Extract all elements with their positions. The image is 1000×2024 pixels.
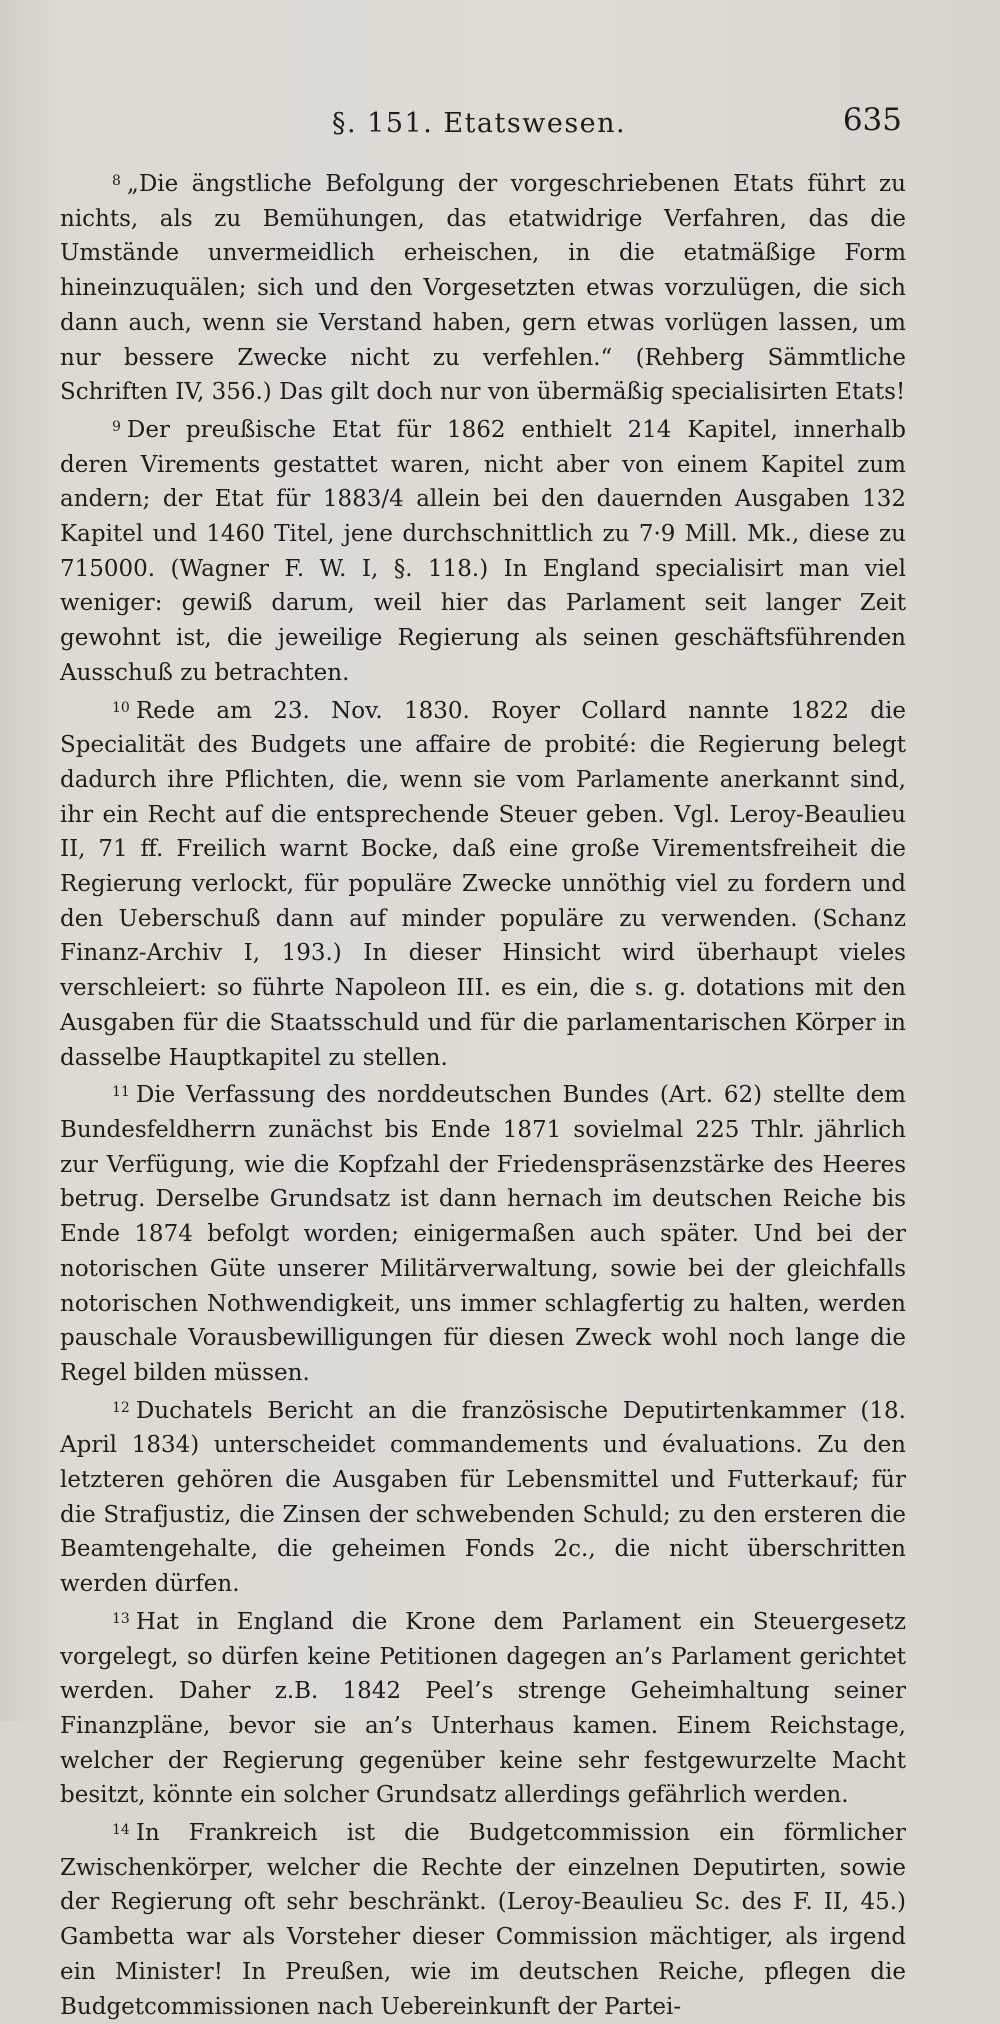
page-number: 635: [842, 102, 902, 138]
footnote-text: Der preußische Etat für 1862 enthielt 214 Kapitel, innerhalb deren Virements gestattet waren, nicht aber von einem Kapitel zum andern; der Etat für 1883/4 allein bei den dauernden Ausgaben 132 Kapitel und 1460 Titel, jene durchschnittlich zu 7·9 Mill. Mk., diese zu 715000. (Wagner F. W. I, §. 118.) In England specialisirt man viel weniger: gewiß darum, weil hier das Parlament seit langer Zeit gewohnt ist, die jeweilige Regierung als seinen geschäftsführenden Ausschuß zu betrachten.: [60, 416, 906, 686]
footnote-12: [60, 1391, 906, 1602]
footnote-text: Hat in England die Krone dem Parlament ein Steuergesetz vorgelegt, so dürfen keine Petitionen dagegen an’s Parlament gerichtet werden. Daher z.B. 1842 Peel’s strenge Geheimhaltung seiner Finanzpläne, bevor sie an’s Unterhaus kamen. Einem Reichstage, welcher der Regierung gegenüber keine sehr festgewurzelte Macht besitzt, könnte ein solcher Grundsatz allerdings gefährlich werden.: [60, 1608, 906, 1809]
footnote-text: „Die ängstliche Befolgung der vorgeschriebenen Etats führt zu nichts, als zu Bemühungen, das etatwidrige Verfahren, das die Umstände unvermeidlich erheischen, in die etatmäßige Form hineinzuquälen; sich und den Vorgesetzten etwas vorzulügen, die sich dann auch, wenn sie Verstand haben, gern etwas vorlügen lassen, um nur bessere Zwecke nicht zu verfehlen.“ (Rehberg Sämmtliche Schriften IV, 356.) Das gilt doch nur von übermäßig specialisirten Etats!: [60, 171, 906, 406]
section-title: §. 151. Etatswesen.: [332, 108, 627, 139]
footnote-number: 11: [112, 1084, 130, 1101]
footnote-number: 14: [112, 1822, 130, 1839]
footnote-number: 9: [112, 418, 121, 435]
page-header: [60, 102, 904, 148]
footnotes: [60, 164, 906, 2024]
footnote-number: 12: [112, 1399, 130, 1416]
footnote-text: In Frankreich ist die Budgetcommission ein förmlicher Zwischenkörper, welcher die Rechte der einzelnen Deputirten, sowie der Regierung oft sehr beschränkt. (Leroy-Beaulieu Sc. des F. II, 45.) Gambetta war als Vorsteher dieser Commission mächtiger, als irgend ein Minister! In Preußen, wie im deutschen Reiche, pflegen die Budgetcommissionen nach Uebereinkunft der Partei-: [60, 1820, 906, 2020]
footnote-text: Duchatels Bericht an die französische Deputirtenkammer (18. April 1834) unterscheidet commandements und évaluations. Zu den letzteren gehören die Ausgaben für Lebensmittel und Futterkauf; für die Strafjustiz, die Zinsen der schwebenden Schuld; zu den ersteren die Beamtengehalte, die geheimen Fonds 2c., die nicht überschritten werden dürfen.: [60, 1397, 906, 1598]
footnote-10: [60, 691, 906, 1076]
footnote-text: Rede am 23. Nov. 1830. Royer Collard nannte 1822 die Specialität des Budgets une affaire de probité: die Regierung belegt dadurch ihre Pflichten, die, wenn sie vom Parlamente anerkannt sind, ihr ein Recht auf die entsprechende Steuer geben. Vgl. Leroy-Beaulieu II, 71 ff. Freilich warnt Bocke, daß eine große Virementsfreiheit die Regierung verlockt, für populäre Zwecke unnöthig viel zu fordern und den Ueberschuß dann auf minder populäre zu verwenden. (Schanz Finanz-Archiv I, 193.) In dieser Hinsicht wird überhaupt vieles verschleiert: so führte Napoleon III. es ein, die s. g. dotations mit den Ausgaben für die Staatsschuld und für die parlamentarischen Körper in dasselbe Hauptkapitel zu stellen.: [60, 697, 906, 1071]
footnote-14: [60, 1813, 906, 2024]
footnote-8: [60, 164, 906, 410]
footnote-number: 13: [112, 1610, 130, 1627]
footnote-text: Die Verfassung des norddeutschen Bundes (Art. 62) stellte dem Bundesfeldherrn zunächst bis Ende 1871 sovielmal 225 Thlr. jährlich zur Verfügung, wie die Kopfzahl der Friedenspräsenzstärke des Heeres betrug. Derselbe Grundsatz ist dann hernach im deutschen Reiche bis Ende 1874 befolgt worden; einigermaßen auch später. Und bei der notorischen Güte unserer Militärverwaltung, sowie bei der gleichfalls notorischen Nothwendigkeit, uns immer schlagfertig zu halten, werden pauschale Vorausbewilligungen für diesen Zweck wohl noch lange die Regel bilden müssen.: [60, 1082, 906, 1386]
footnote-number: 10: [112, 699, 130, 716]
footnote-13: [60, 1602, 906, 1813]
footnote-11: [60, 1075, 906, 1390]
footnote-9: [60, 410, 906, 691]
footnote-number: 8: [112, 173, 121, 189]
